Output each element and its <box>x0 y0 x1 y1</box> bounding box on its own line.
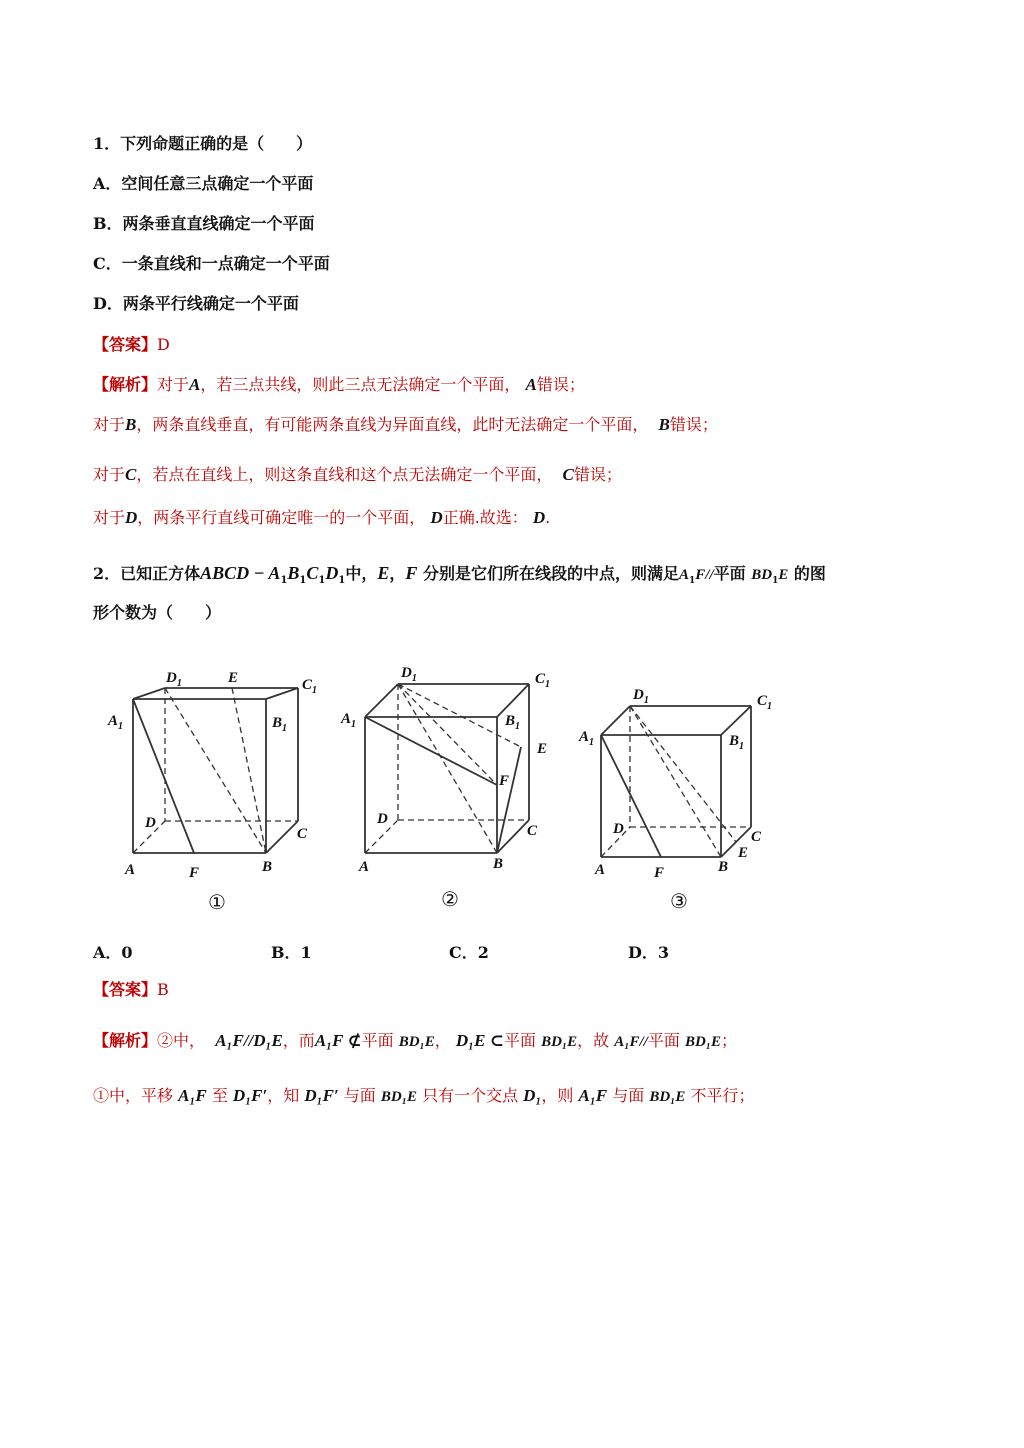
label-c1: $C_1$ <box>757 693 773 712</box>
math-expr: BD₁E <box>541 1034 578 1050</box>
answer-tag: 【答案】 <box>93 980 158 999</box>
q2-text: 中， <box>345 564 378 583</box>
analysis-text: 对于 <box>93 465 126 484</box>
label-a1: $A_1$ <box>579 729 595 748</box>
math-d1: D <box>325 563 339 583</box>
analysis-text: ，故 <box>577 1031 610 1050</box>
math-e: E <box>377 563 390 583</box>
label-c: C <box>297 826 308 842</box>
label-c: C <box>527 823 538 839</box>
math-a1f: F// <box>695 567 714 583</box>
math-sub: 1 <box>280 575 288 587</box>
analysis-text: 正确.故选： <box>442 508 528 527</box>
analysis-text: 错误； <box>669 415 718 434</box>
math-sub: 1 <box>689 576 696 587</box>
q1-analysis-d <box>93 507 550 529</box>
q1-answer <box>93 334 170 356</box>
analysis-text: ，两条直线垂直，有可能两条直线为异面直线，此时无法确定一个平面， <box>136 415 649 434</box>
cube-figure-1 <box>100 655 330 885</box>
q1-option-c: C．一条直线和一点确定一个平面 <box>93 254 330 273</box>
q1-option-b: B．两条垂直直线确定一个平面 <box>93 214 315 233</box>
math-expr: A₁F ⊄ <box>314 1031 362 1050</box>
analysis-text: 与面 <box>343 1086 376 1105</box>
math-symbol: A <box>525 375 537 394</box>
analysis-text: ，若三点共线，则此三点无法确定一个平面， <box>200 375 521 394</box>
analysis-text: 错误； <box>573 465 622 484</box>
analysis-text: 平面 <box>503 1031 536 1050</box>
analysis-text: 错误； <box>536 375 585 394</box>
analysis-text: ①中，平移 <box>93 1086 174 1105</box>
math-symbol: B <box>658 415 670 434</box>
math-expr: D₁ <box>523 1086 542 1105</box>
label-d1: $D_1$ <box>633 687 649 706</box>
label-d1: $D_1$ <box>166 670 182 689</box>
label-b1: $B_1$ <box>729 733 745 752</box>
label-f: F <box>499 773 510 789</box>
q2-number: 2．已知正方体 <box>93 564 201 583</box>
math-sub: 1 <box>338 575 346 587</box>
label-a1: $A_1$ <box>341 711 357 730</box>
q1-analysis-b <box>93 414 718 436</box>
math-expr: BD₁E <box>398 1034 435 1050</box>
q2-option-a: A．0 <box>93 943 133 962</box>
math-symbol: C <box>125 465 137 484</box>
math-expr: D₁E ⊂ <box>455 1031 504 1050</box>
label-d: D <box>613 821 624 837</box>
analysis-text: 平面 <box>647 1031 680 1050</box>
analysis-tag: 【解析】 <box>93 1031 158 1050</box>
q2-option-c: C．2 <box>449 943 489 962</box>
q2-stem-line1 <box>93 562 826 592</box>
figure-label-2: ② <box>441 887 459 911</box>
math-plane: BD <box>751 567 773 583</box>
math-expr: D₁F′ <box>232 1086 268 1105</box>
math-symbol: C <box>562 465 574 484</box>
analysis-text: 只有一个交点 <box>422 1086 519 1105</box>
math-expr: BD₁E <box>649 1089 686 1105</box>
q2-text: ， <box>389 564 406 583</box>
answer-value: B <box>157 980 169 999</box>
q1-option-d: D．两条平行线确定一个平面 <box>93 294 299 313</box>
analysis-text: 对于 <box>93 415 126 434</box>
label-a: A <box>359 859 370 875</box>
label-a: A <box>595 862 606 878</box>
analysis-text: ，两条平行直线可确定唯一的一个平面， <box>137 508 426 527</box>
analysis-text: 平面 <box>361 1031 394 1050</box>
figure-label-3: ③ <box>670 889 688 913</box>
label-c1: $C_1$ <box>535 671 551 690</box>
analysis-text: ； <box>721 1031 738 1050</box>
q2-text: 的图 <box>793 564 826 583</box>
figure-label-1: ① <box>208 890 226 914</box>
label-e: E <box>738 845 749 861</box>
q2-text: 分别是它们所在线段的中点，则满足 <box>422 564 679 583</box>
label-d1: $D_1$ <box>401 665 417 684</box>
math-symbol: B <box>125 415 137 434</box>
math-c1: C <box>306 563 319 583</box>
math-a1: A <box>268 563 281 583</box>
math-expr: BD₁E <box>380 1089 417 1105</box>
math-cube: ABCD <box>200 563 250 583</box>
label-b: B <box>262 859 273 875</box>
math-f: F <box>405 563 418 583</box>
q2-answer <box>93 979 169 1001</box>
q1-option-a: A．空间任意三点确定一个平面 <box>93 174 314 193</box>
q1-analysis-a <box>93 374 585 396</box>
label-c: C <box>751 829 762 845</box>
math-expr: D₁F′ <box>304 1086 339 1105</box>
math-plane: E <box>778 567 789 583</box>
math-a1f: A <box>679 567 690 583</box>
q2-stem-line2: 形个数为（ ） <box>93 603 222 622</box>
math-sub: 1 <box>318 575 326 587</box>
label-a: A <box>125 862 136 878</box>
math-dash: − <box>249 563 269 583</box>
math-expr: BD₁E <box>684 1034 722 1050</box>
label-c1: $C_1$ <box>302 677 318 696</box>
math-symbol: D <box>532 508 546 527</box>
analysis-text: 与面 <box>612 1086 645 1105</box>
label-b: B <box>493 856 504 872</box>
analysis-text: ，若点在直线上，则这条直线和这个点无法确定一个平面， <box>136 465 553 484</box>
analysis-text: 至 <box>211 1086 228 1105</box>
analysis-text: ②中， <box>157 1031 206 1050</box>
label-b1: $B_1$ <box>505 713 521 732</box>
math-symbol: A <box>189 375 201 394</box>
answer-tag: 【答案】 <box>93 335 158 354</box>
answer-value: D <box>157 335 170 354</box>
analysis-text: 对于 <box>93 508 126 527</box>
label-b: B <box>718 859 729 875</box>
analysis-tag: 【解析】 <box>93 375 158 394</box>
q2-analysis-line2 <box>93 1085 755 1108</box>
label-e: E <box>228 670 239 686</box>
label-b1: $B_1$ <box>272 715 288 734</box>
math-expr: A₁F//D₁E <box>215 1031 283 1050</box>
math-b1: B <box>287 563 300 583</box>
math-symbol: D <box>125 508 138 527</box>
label-f: F <box>654 865 665 881</box>
math-expr: A₁F <box>178 1086 207 1105</box>
math-expr: A₁F// <box>614 1034 648 1050</box>
q1-analysis-c <box>93 464 622 486</box>
analysis-text: ，知 <box>267 1086 300 1105</box>
label-e: E <box>537 741 548 757</box>
analysis-text: 对于 <box>157 375 190 394</box>
cube-figure-3 <box>575 655 795 885</box>
analysis-text: 不平行； <box>690 1086 755 1105</box>
math-expr: A₁F <box>578 1086 608 1105</box>
analysis-text: ，则 <box>541 1086 574 1105</box>
analysis-text: . <box>545 508 551 527</box>
q2-option-b: B．1 <box>271 943 312 962</box>
q2-option-d: D．3 <box>628 943 670 962</box>
math-sub: 1 <box>772 576 779 587</box>
cube-figure-2 <box>335 655 565 885</box>
label-d: D <box>377 811 388 827</box>
label-f: F <box>189 865 200 881</box>
analysis-text: ， <box>434 1031 451 1050</box>
q2-text: 平面 <box>713 564 746 583</box>
q1-stem: 1．下列命题正确的是（ ） <box>93 134 313 153</box>
math-sub: 1 <box>299 575 307 587</box>
math-symbol: D <box>430 508 443 527</box>
label-d: D <box>145 815 156 831</box>
q2-analysis-line1 <box>93 1030 737 1053</box>
analysis-text: ，而 <box>282 1031 315 1050</box>
label-a1: $A_1$ <box>108 713 124 732</box>
